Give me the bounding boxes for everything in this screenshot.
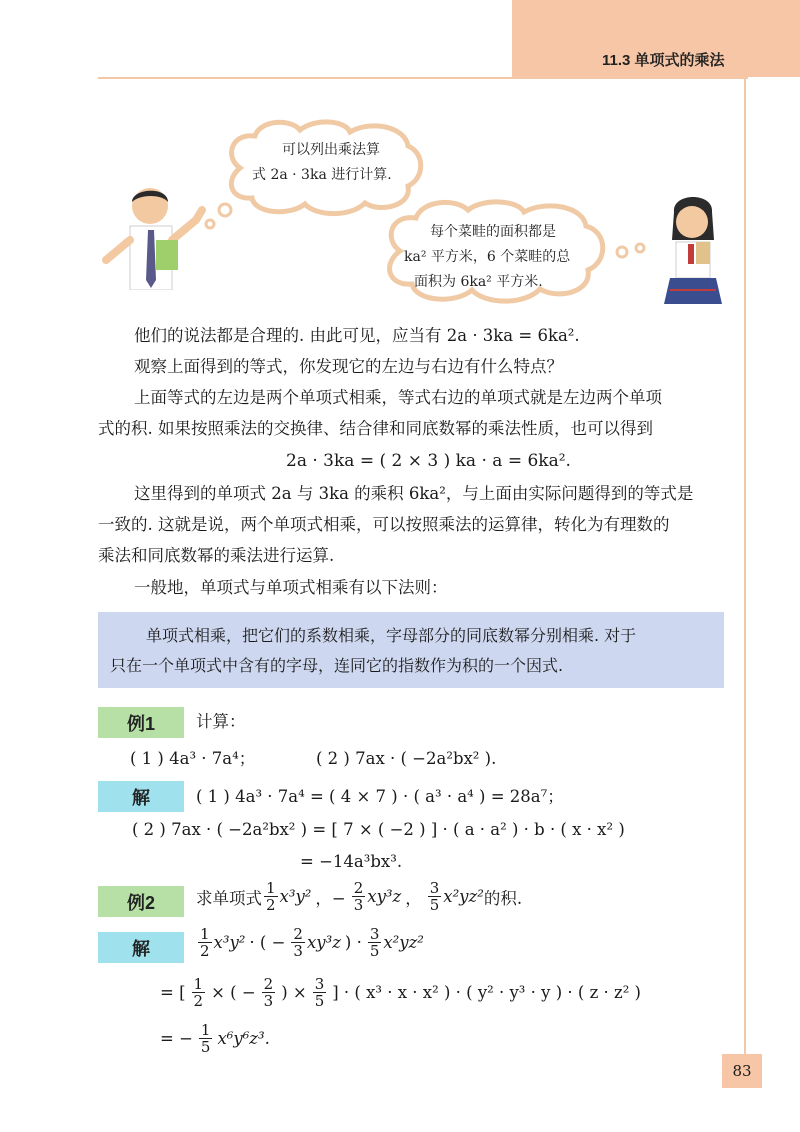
- denominator: 5: [314, 992, 325, 1010]
- paragraph: 上面等式的左边是两个单项式相乘，等式右边的单项式就是左边两个单项: [134, 388, 662, 407]
- boy-speech-line: 可以列出乘法算: [282, 142, 380, 158]
- monomial: x²yz²: [443, 887, 484, 906]
- denominator: 5: [429, 896, 440, 914]
- numerator: 3: [314, 975, 325, 993]
- fraction: [313, 976, 327, 1009]
- rule-line: 单项式相乘，把它们的系数相乘，字母部分的同底数幂分别相乘. 对于: [146, 626, 637, 645]
- boy-speech-line: 式 2a · 3ka 进行计算.: [252, 167, 392, 183]
- margin-rule: [744, 77, 746, 1077]
- denominator: 5: [200, 1038, 211, 1056]
- girl-speech-line: ka² 平方米，6 个菜畦的总: [404, 249, 571, 265]
- paragraph: 式的积. 如果按照乘法的交换律、结合律和同底数幂的乘法性质，也可以得到: [98, 419, 653, 438]
- boy-bubble-tail: [200, 202, 240, 232]
- paragraph: 一般地，单项式与单项式相乘有以下法则：: [134, 578, 448, 597]
- header-rule: [98, 77, 748, 79]
- numerator: 1: [200, 925, 210, 943]
- numerator: 1: [193, 975, 204, 993]
- numerator: 1: [266, 879, 276, 897]
- paragraph: 他们的说法都是合理的. 由此可见，应当有 2a · 3ka = 6ka².: [134, 326, 580, 345]
- numerator: 3: [369, 925, 380, 943]
- paragraph: 乘法和同底数幂的乘法进行运算.: [98, 546, 335, 565]
- example-1-question-2: ( 2 ) 7ax · ( −2a²bx² ).: [316, 749, 497, 768]
- numerator: 2: [293, 925, 303, 943]
- solution-2-tag: 解: [98, 932, 184, 963]
- denominator: 5: [369, 942, 380, 960]
- monomial: x³y²: [213, 933, 246, 952]
- denominator: 3: [293, 942, 303, 960]
- example-1-question-1: ( 1 ) 4a³ · 7a⁴；: [130, 749, 256, 768]
- section-title: 11.3 单项式的乘法: [602, 52, 725, 69]
- example-2-tag: 例2: [98, 886, 184, 917]
- example-1-tag: 例1: [98, 707, 184, 738]
- fraction: [264, 880, 278, 913]
- denominator: 3: [353, 896, 364, 914]
- fraction: [192, 976, 206, 1009]
- monomial: x³y²: [279, 887, 312, 906]
- solution-1-tag: 解: [98, 781, 184, 812]
- girl-speech: [404, 220, 570, 295]
- paragraph: 一致的. 这就是说，两个单项式相乘，可以按照乘法的运算律，转化为有理数的: [98, 515, 670, 534]
- numerator: 3: [429, 879, 440, 897]
- fraction: [199, 1022, 213, 1055]
- rule-line: 只在一个单项式中含有的字母，连同它的指数作为积的一个因式.: [110, 656, 564, 675]
- solution-2-line: = − $\frac{1}{5}$ x⁶y⁶z³.: [160, 1021, 270, 1056]
- girl-bubble-tail: [612, 240, 652, 270]
- boy-speech: [252, 138, 392, 188]
- fraction: [198, 926, 212, 959]
- boy-illustration: [96, 180, 206, 290]
- example-1-prompt: 计算：: [196, 712, 246, 731]
- denominator: 3: [263, 992, 274, 1010]
- fraction: [352, 880, 366, 913]
- expression-tail: ] · ( x³ · x · x² ) · ( y² · y³ · y ) · ( z · z² ): [332, 983, 641, 1002]
- rule-text: [110, 621, 718, 681]
- numerator: 2: [263, 975, 274, 993]
- equation: 2a · 3ka = ( 2 × 3 ) ka · a = 6ka².: [286, 451, 571, 471]
- fraction: [291, 926, 305, 959]
- denominator: 2: [193, 992, 204, 1010]
- monomial: x²yz²: [383, 933, 424, 952]
- expression-tail: x⁶y⁶z³.: [217, 1029, 270, 1048]
- fraction: [262, 976, 276, 1009]
- girl-speech-line: 面积为 6ka² 平方米.: [414, 274, 543, 290]
- monomial: xy³z: [306, 933, 341, 952]
- denominator: 2: [200, 942, 210, 960]
- numerator: 1: [200, 1021, 211, 1039]
- paragraph: 观察上面得到的等式，你发现它的左边与右边有什么特点？: [134, 357, 563, 376]
- solution-2-line: $\frac{1}{2}$ x³y² · ( − $\frac{2}{3}$ xy³z ) · $\frac{3}{5}$ x²yz²: [200, 925, 424, 960]
- denominator: 2: [266, 896, 276, 914]
- prompt-text: 求单项式: [196, 888, 262, 908]
- monomial: xy³z: [367, 887, 402, 906]
- paragraph: 这里得到的单项式 2a 与 3ka 的乘积 6ka²，与上面由实际问题得到的等式是: [134, 484, 694, 503]
- solution-1-line: = −14a³bx³.: [300, 852, 403, 871]
- page-number: 83: [722, 1054, 762, 1088]
- solution-1-line: ( 1 ) 4a³ · 7a⁴ = ( 4 × 7 ) · ( a³ · a⁴ ) = 28a⁷；: [196, 787, 564, 806]
- example-2-prompt: 求单项式 $\frac{1}{2}$ x³y² ，− $\frac{2}{3}$ xy³z ， $\frac{3}{5}$ x²yz² 的积.: [196, 879, 523, 914]
- girl-speech-line: 每个菜畦的面积都是: [430, 224, 556, 240]
- fraction: [368, 926, 382, 959]
- solution-1-line: ( 2 ) 7ax · ( −2a²bx² ) = [ 7 × ( −2 ) ] · ( a · a² ) · b · ( x · x² ): [132, 820, 625, 839]
- solution-2-line: = [ $\frac{1}{2}$ × ( − $\frac{2}{3}$ ) × $\frac{3}{5}$ ] · ( x³ · x · x² ) · ( y² · y³ · y ) · ( z · z² ): [160, 975, 641, 1010]
- prompt-text: 的积.: [483, 888, 523, 908]
- fraction: [428, 880, 442, 913]
- girl-illustration: [652, 192, 732, 312]
- numerator: 2: [353, 879, 364, 897]
